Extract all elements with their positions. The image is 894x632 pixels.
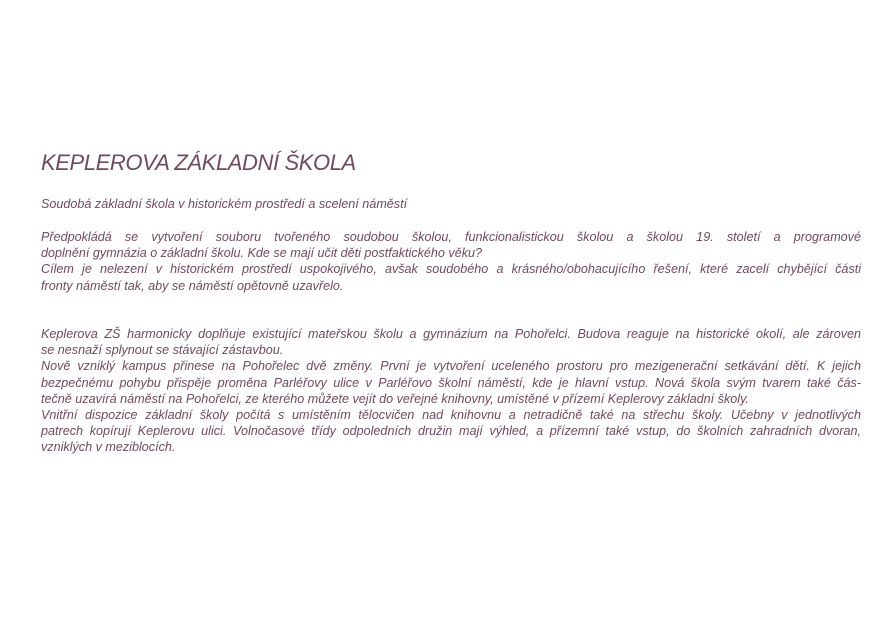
description-paragraph-3 — [41, 407, 861, 456]
intro-goal-paragraph — [41, 261, 861, 293]
intro-question-paragraph — [41, 229, 861, 261]
text-line: bezpečnému pohybu přispěje proměna Parléřovy ulice v Parléřovo školní náměstí, kde je hlavní vstup. Nová škola svým tvarem také čás- — [41, 375, 861, 390]
description-paragraph-1 — [41, 326, 861, 358]
text-line: Nově vzniklý kampus přinese na Pohořelec dvě změny. První je vytvoření uceleného prostoru pro mezigenerační setkávání dětí. K jejich — [41, 359, 861, 374]
text-line: Cílem je nelezení v historickém prostředí uspokojivého, avšak soudobého a krásného/obohacujícího řešení, které zacelí chybějící části — [41, 262, 861, 277]
text-line: doplnění gymnázia o základní školu. Kde se mají učit děti postfaktického věku? — [41, 246, 483, 261]
intro-section — [41, 229, 861, 294]
description-paragraph-2 — [41, 358, 861, 407]
text-line: fronty náměstí tak, aby se náměstí opětovně uzavřelo. — [41, 278, 344, 293]
page-subtitle: Soudobá základní škola v historickém prostředí a scelení náměstí — [41, 197, 408, 211]
text-line: Předpokládá se vytvoření souboru tvořeného soudobou školou, funkcionalistickou školou a školou 19. století a programové — [41, 230, 861, 244]
text-line: Keplerova ZŠ harmonicky doplňuje existující mateřskou školu a gymnázium na Pohořelci. Budova reaguje na historické okolí, ale zároven — [41, 327, 861, 341]
text-line: tečně uzavírá náměstí na Pohořelci, ze kterého můžete vejít do veřejné knihovny, umístěné v přízemí Keplerovy základní školy. — [41, 391, 749, 406]
page-title: KEPLEROVA ZÁKLADNÍ ŠKOLA — [41, 150, 356, 175]
text-line: vzniklých v meziblocích. — [41, 440, 176, 455]
description-section — [41, 326, 861, 456]
text-line: se nesnaží splynout se stávající zástavbou. — [41, 343, 284, 358]
text-line: Vnitřní dispozice základní školy počítá s umístěním tělocvičen nad knihovnu a netradičně také na střechu školy. Učebny v jednotlivých — [41, 408, 861, 423]
text-line: patrech kopírují Keplerovu ulici. Volnočasové třídy odpoledních družin mají výhled, a přízemní také vstup, do školních zahradních dvoran, — [41, 424, 861, 439]
